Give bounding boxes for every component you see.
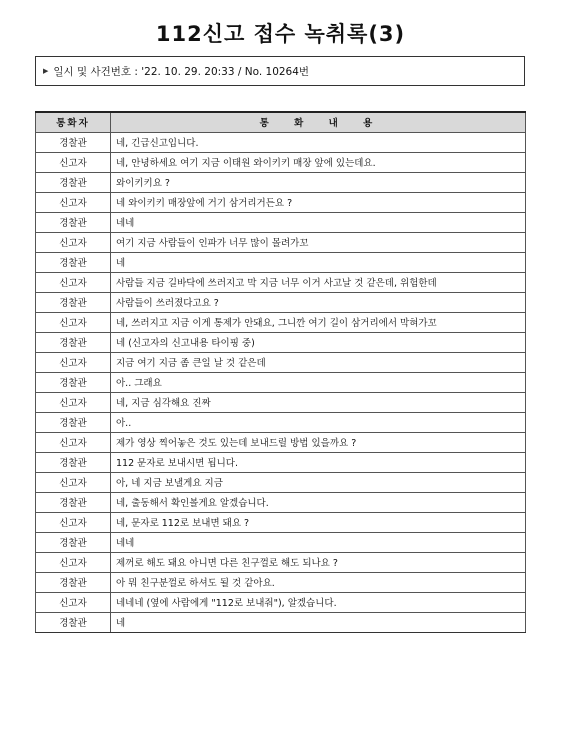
speaker-cell: 신고자 <box>36 152 111 172</box>
speaker-cell: 경찰관 <box>36 572 111 592</box>
document-title: 112신고 접수 녹취록(3) <box>155 22 406 46</box>
transcript-body <box>36 132 526 632</box>
speaker-cell: 신고자 <box>36 432 111 452</box>
table-row <box>36 392 526 412</box>
content-cell: 아 뭐 친구분껄로 하셔도 될 것 같아요. <box>111 572 526 592</box>
speaker-cell: 경찰관 <box>36 332 111 352</box>
content-cell: 112 문자로 보내시면 됩니다. <box>111 452 526 472</box>
speaker-cell: 신고자 <box>36 312 111 332</box>
content-cell: 네, 쓰러지고 지금 이게 통제가 안돼요, 그니깐 여기 길이 삼거리에서 막혀가꼬 <box>111 312 526 332</box>
table-row <box>36 312 526 332</box>
table-row <box>36 192 526 212</box>
speaker-cell: 경찰관 <box>36 532 111 552</box>
table-row <box>36 252 526 272</box>
content-cell: 네 와이키키 매장앞에 거기 삼거리거든요 ? <box>111 192 526 212</box>
speaker-cell: 경찰관 <box>36 292 111 312</box>
table-row <box>36 272 526 292</box>
table-row <box>36 552 526 572</box>
content-cell: 아.. <box>111 412 526 432</box>
content-cell: 사람들 지금 길바닥에 쓰러지고 막 지금 너무 이거 사고날 것 같은데, 위험한데 <box>111 272 526 292</box>
speaker-cell: 신고자 <box>36 352 111 372</box>
table-row <box>36 412 526 432</box>
content-cell: 지금 여기 지금 좀 큰일 날 것 같은데 <box>111 352 526 372</box>
speaker-cell: 경찰관 <box>36 452 111 472</box>
content-cell: 제가 영상 찍어놓은 것도 있는데 보내드릴 방법 있을까요 ? <box>111 432 526 452</box>
case-info-text: 일시 및 사건번호 : '22. 10. 29. 20:33 / No. 10264번 <box>53 65 310 78</box>
speaker-cell: 신고자 <box>36 512 111 532</box>
content-cell: 여기 지금 사람들이 인파가 너무 많이 몰려가꼬 <box>111 232 526 252</box>
content-cell: 네, 긴급신고입니다. <box>111 132 526 152</box>
speaker-cell: 신고자 <box>36 392 111 412</box>
content-cell: 아, 네 지금 보낼게요 지금 <box>111 472 526 492</box>
content-cell: 아.. 그래요 <box>111 372 526 392</box>
speaker-cell: 신고자 <box>36 472 111 492</box>
table-row <box>36 492 526 512</box>
table-row <box>36 512 526 532</box>
speaker-cell: 경찰관 <box>36 132 111 152</box>
content-column-header: 통 화 내 용 <box>111 112 526 132</box>
content-cell: 네, 안녕하세요 여기 지금 이태원 와이키키 매장 앞에 있는데요. <box>111 152 526 172</box>
case-info-box <box>35 56 525 86</box>
table-row <box>36 372 526 392</box>
content-cell: 네 <box>111 252 526 272</box>
transcript-header-row <box>36 112 526 132</box>
speaker-cell: 신고자 <box>36 592 111 612</box>
speaker-cell: 경찰관 <box>36 612 111 632</box>
table-row <box>36 212 526 232</box>
content-cell: 네 (신고자의 신고내용 타이핑 중) <box>111 332 526 352</box>
transcript-table <box>35 111 526 633</box>
speaker-cell: 경찰관 <box>36 412 111 432</box>
table-row <box>36 532 526 552</box>
table-row <box>36 352 526 372</box>
content-cell: 네 <box>111 612 526 632</box>
content-cell: 네네 <box>111 212 526 232</box>
speaker-cell: 경찰관 <box>36 492 111 512</box>
speaker-cell: 경찰관 <box>36 212 111 232</box>
table-row <box>36 592 526 612</box>
table-row <box>36 612 526 632</box>
speaker-cell: 경찰관 <box>36 372 111 392</box>
table-row <box>36 152 526 172</box>
content-cell: 네네 <box>111 532 526 552</box>
speaker-cell: 신고자 <box>36 552 111 572</box>
table-row <box>36 572 526 592</box>
content-cell: 네, 출동해서 확인볼게요 알겠습니다. <box>111 492 526 512</box>
table-row <box>36 292 526 312</box>
table-row <box>36 432 526 452</box>
table-row <box>36 172 526 192</box>
table-row <box>36 472 526 492</box>
table-row <box>36 332 526 352</box>
table-row <box>36 132 526 152</box>
content-cell: 와이키키요 ? <box>111 172 526 192</box>
content-cell: 네, 지금 심각해요 진짜 <box>111 392 526 412</box>
content-cell: 네, 문자로 112로 보내면 돼요 ? <box>111 512 526 532</box>
content-cell: 네네네 (옆에 사람에게 "112로 보내줘"), 알겠습니다. <box>111 592 526 612</box>
content-cell: 제꺼로 해도 돼요 아니면 다른 친구껄로 해도 되나요 ? <box>111 552 526 572</box>
speaker-cell: 신고자 <box>36 232 111 252</box>
speaker-cell: 신고자 <box>36 272 111 292</box>
table-row <box>36 232 526 252</box>
content-cell: 사람들이 쓰러졌다고요 ? <box>111 292 526 312</box>
speaker-column-header: 통화자 <box>36 112 111 132</box>
speaker-cell: 경찰관 <box>36 252 111 272</box>
speaker-cell: 신고자 <box>36 192 111 212</box>
triangle-bullet-icon: ▶ <box>43 67 49 75</box>
speaker-cell: 경찰관 <box>36 172 111 192</box>
table-row <box>36 452 526 472</box>
